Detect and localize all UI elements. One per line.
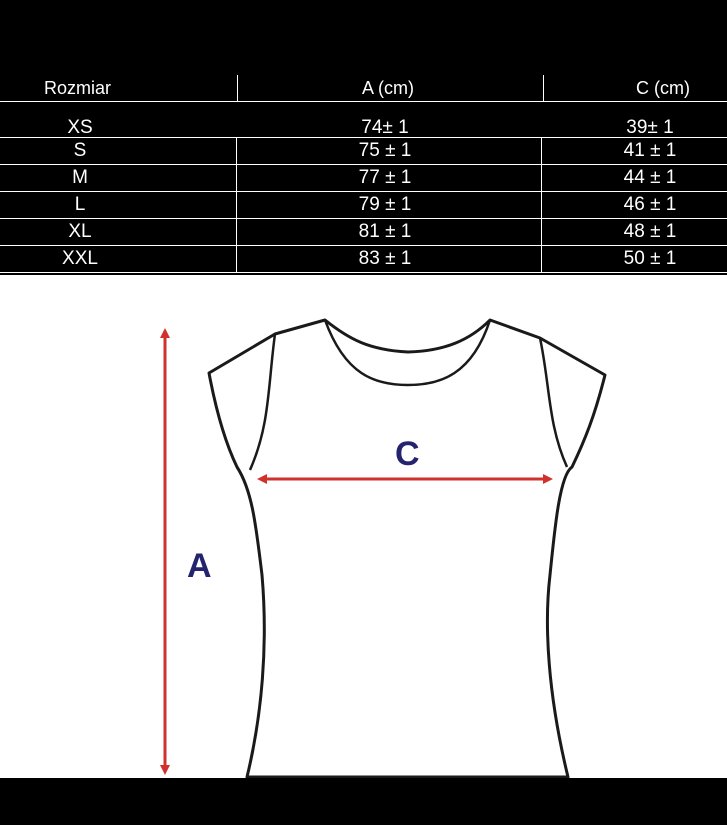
- row-s-size: S: [73, 140, 87, 161]
- tshirt-diagram: [0, 275, 727, 778]
- tshirt-svg: [0, 275, 727, 778]
- row-xl-size: XL: [68, 221, 92, 242]
- row-m-c: 44 ± 1: [623, 167, 677, 188]
- header-underline: [0, 101, 727, 102]
- label-a: A: [187, 547, 212, 585]
- row-m-a: 77 ± 1: [358, 167, 412, 188]
- row-l-a: 79 ± 1: [358, 194, 412, 215]
- size-table: [0, 0, 727, 275]
- row-divider: [0, 191, 727, 192]
- row-divider: [0, 245, 727, 246]
- row-xxl-c: 50 ± 1: [623, 248, 677, 269]
- row-divider: [0, 164, 727, 165]
- row-xs-size: XS: [67, 117, 93, 138]
- column-separator-1: [236, 137, 237, 272]
- row-s-c: 41 ± 1: [623, 140, 677, 161]
- row-xs-a: 74± 1: [361, 117, 409, 138]
- column-separator-2: [541, 137, 542, 272]
- row-divider: [0, 272, 727, 273]
- row-xxl-a: 83 ± 1: [358, 248, 412, 269]
- label-c: C: [395, 435, 420, 473]
- row-l-c: 46 ± 1: [623, 194, 677, 215]
- header-a: A (cm): [362, 78, 414, 98]
- row-xl-a: 81 ± 1: [358, 221, 412, 242]
- row-xs-c: 39± 1: [626, 117, 674, 138]
- header-separator-1: [237, 75, 238, 101]
- row-s-a: 75 ± 1: [358, 140, 412, 161]
- left-sleeve-seam: [250, 334, 275, 470]
- row-xxl-size: XXL: [62, 248, 98, 269]
- right-sleeve-seam: [540, 338, 567, 467]
- header-size: Rozmiar: [44, 78, 112, 98]
- header-c: C (cm): [636, 78, 690, 98]
- row-l-size: L: [74, 194, 86, 215]
- row-m-size: M: [72, 167, 88, 188]
- row-xl-c: 48 ± 1: [623, 221, 677, 242]
- row-divider: [0, 218, 727, 219]
- bottom-band: [0, 778, 727, 825]
- header-separator-2: [543, 75, 544, 101]
